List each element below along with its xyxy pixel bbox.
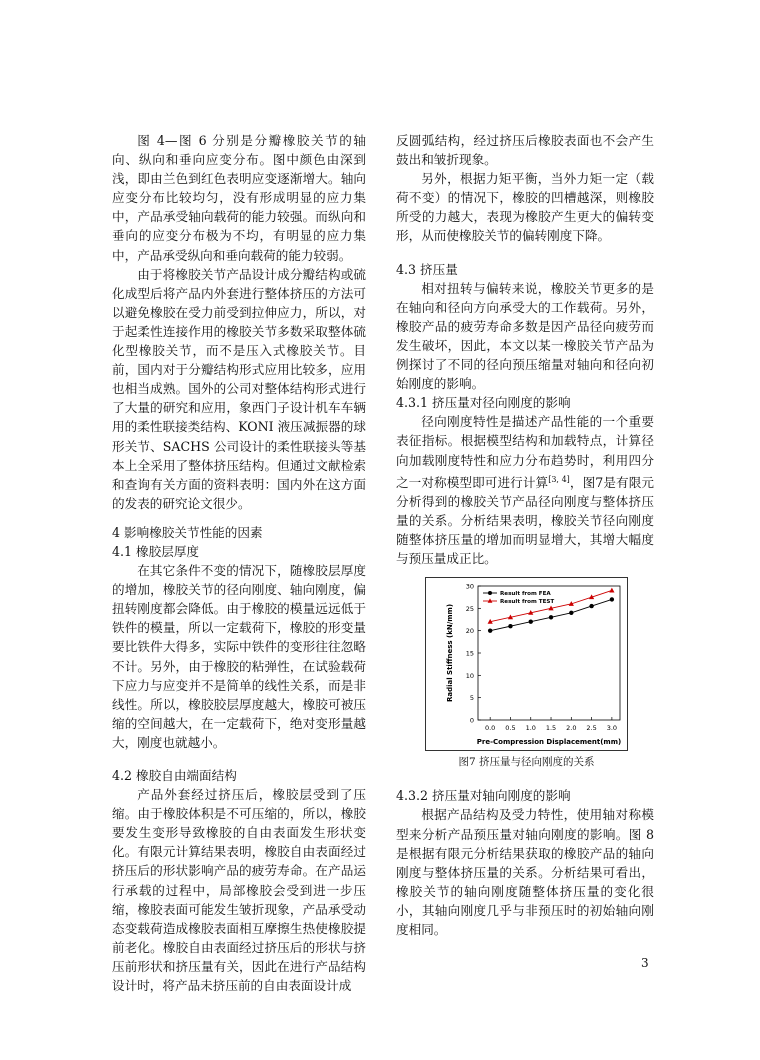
legend-label-0: Result from FEA xyxy=(500,591,551,598)
section-heading-4: 4 影响橡胶关节性能的因素 xyxy=(112,524,263,540)
data-point-fea xyxy=(549,615,553,619)
section-heading-4-3: 4.3 挤压量 xyxy=(396,261,458,277)
paragraph-continued: 反圆弧结构，经过挤压后橡胶表面也不会产生鼓出和皱折现象。 xyxy=(396,133,654,168)
legend-label-1: Result from TEST xyxy=(500,599,555,606)
x-tick-label: 3.0 xyxy=(606,724,618,733)
section-heading-4-1: 4.1 橡胶层厚度 xyxy=(112,543,200,559)
section-heading-4-3-2: 4.3.2 挤压量对轴向刚度的影响 xyxy=(396,788,571,804)
y-tick-label: 10 xyxy=(465,672,474,681)
paragraph-structure-design: 由于将橡胶关节产品设计成分瓣结构或硫化成型后将产品内外套进行整体挤压的方法可以避免橡胶在受力前受到拉伸应力，所以，对于起柔性连接作用的橡胶关节多数采取整体硫化型橡胶关节，而不是压入式橡胶关节。目前，国内对于分瓣结构形式应用比较多，应用也相当成熟。国外的公司对整体结构形式进行了大量的研究和应用，象西门子设计机车车辆用的柔性联接类结构、KONI 液压减振器的球形关节、SACHS 公司设计的柔性联接头等基本上全采用了整体挤压结构。但通过文献检索和查询有关方面的资料表明：国内外在这方面的发表的研究论文很少。 xyxy=(112,266,366,511)
x-tick-label: 2.5 xyxy=(586,724,597,733)
data-point-fea xyxy=(589,604,593,608)
y-axis-label: Radial Stiffness (kN/mm) xyxy=(446,604,454,703)
paragraph-radial-stiffness-part1: 径向刚度特性是描述产品性能的一个重要表征指标。根据模型结构和加载特点，计算径向加载刚度特性和应力分布趋势时，利用四分之一对称模型即可进行计算 xyxy=(396,414,654,490)
x-tick-label: 2.0 xyxy=(566,724,577,733)
data-point-fea xyxy=(529,620,533,624)
radial-stiffness-chart xyxy=(426,578,627,750)
page-number: 3 xyxy=(641,956,649,970)
legend-marker-fea xyxy=(488,591,492,595)
data-point-fea xyxy=(488,629,492,633)
data-point-fea xyxy=(569,611,573,615)
paragraph-rubber-thickness: 在其它条件不变的情况下，随橡胶层厚度的增加，橡胶关节的径向刚度、轴向刚度，偏扭转刚度都会降低。由于橡胶的模量远远低于铁件的模量，所以一定载荷下，橡胶的形变量要比铁件大得多，实际中铁件的变形往往忽略不计。另外，由于橡胶的粘弹性，在试验载荷下应力与应变并不是简单的线性关系，而是非线性。所以，橡胶胶层厚度越大，橡胶可被压缩的空间越大，在一定载荷下，绝对变形量越大，刚度也就越小。 xyxy=(112,563,366,750)
paragraph-compression: 相对扭转与偏转来说，橡胶关节更多的是在轴向和径向方向承受大的工作载荷。另外，橡胶产品的疲劳寿命多数是因产品径向疲劳而发生破坏，因此，本文以某一橡胶关节产品为例探讨了不同的径向预压缩量对轴向和径向初始刚度的影响。 xyxy=(396,280,654,392)
y-tick-label: 0 xyxy=(469,716,474,725)
data-point-fea xyxy=(508,624,512,628)
paragraph-axial-stiffness: 根据产品结构及受力特性，使用轴对称模型来分析产品预压量对轴向刚度的影响。图 8 是根据有限元分析结果获取的橡胶产品的轴向刚度与整体挤压量的关系。分析结果可看出，橡胶关节的轴向刚度随整体挤压量的变化很小，其轴向刚度几乎与非预压时的初始轴向刚度相同。 xyxy=(396,807,654,937)
figure-caption: 图7 挤压量与径向刚度的关系 xyxy=(458,756,595,769)
paragraph-radial-stiffness-part2: ，图7是有限元分析得到的橡胶关节产品径向刚度与整体挤压量的关系。分析结果表明，橡胶关节径向刚度随整体挤压量的增加而明显增大，其增大幅度与预压量成正比。 xyxy=(396,474,655,567)
y-tick-label: 5 xyxy=(469,694,474,703)
paragraph-moment-balance: 另外，根据力矩平衡，当外力矩一定（载荷不变）的情况下，橡胶的凹槽越深，则橡胶所受的力越大，表现为橡胶产生更大的偏转变形，从而使橡胶关节的偏转刚度下降。 xyxy=(396,171,654,244)
y-tick-label: 30 xyxy=(465,582,474,591)
chart-frame xyxy=(425,577,628,751)
right-column xyxy=(396,131,654,939)
left-column xyxy=(112,131,366,995)
paragraph-strain-distribution: 图 4—图 6 分别是分瓣橡胶关节的轴向、纵向和垂向应变分布。图中颜色由深到浅，即由兰色到红色表明应变逐渐增大。轴向应变分布比较均匀，没有形成明显的应力集中，产品承受轴向载荷的能力较强。而纵向和垂向的应变分布极为不均，有明显的应力集中，产品承受纵向和垂向载荷的能力较弱。 xyxy=(112,133,366,263)
x-tick-label: 0.5 xyxy=(505,724,516,733)
y-tick-label: 20 xyxy=(465,627,474,636)
paragraph-radial-stiffness xyxy=(396,412,654,568)
x-tick-label: 0.0 xyxy=(484,724,496,733)
x-tick-label: 1.0 xyxy=(525,724,536,733)
y-tick-label: 25 xyxy=(465,605,474,614)
paragraph-free-surface: 产品外套经过挤压后，橡胶层受到了压缩。由于橡胶体积是不可压缩的，所以，橡胶要发生变形导致橡胶的自由表面发生形状变化。有限元计算结果表明，橡胶自由表面经过挤压后的形状影响产品的疲劳寿命。在产品运行承载的过程中，局部橡胶会受到进一步压缩，橡胶表面可能发生皱折现象，产品承受动态变载荷造成橡胶表面相互摩擦生热使橡胶提前老化。橡胶自由表面经过挤压后的形状与挤压前形状和挤压量有关，因此在进行产品结构设计时，将产品未挤压前的自由表面设计成 xyxy=(112,787,366,994)
plot-area xyxy=(478,586,620,720)
figure-7 xyxy=(425,577,643,772)
data-point-test xyxy=(609,588,614,593)
x-axis-label: Pre-Compression Displacement(mm) xyxy=(476,738,622,747)
y-tick-label: 15 xyxy=(465,649,474,658)
data-point-fea xyxy=(610,597,614,601)
section-heading-4-3-1: 4.3.1 挤压量对径向刚度的影响 xyxy=(396,395,571,411)
x-tick-label: 1.5 xyxy=(545,724,557,733)
section-heading-4-2: 4.2 橡胶自由端面结构 xyxy=(112,768,237,783)
citation-ref: [3, 4] xyxy=(548,474,570,484)
